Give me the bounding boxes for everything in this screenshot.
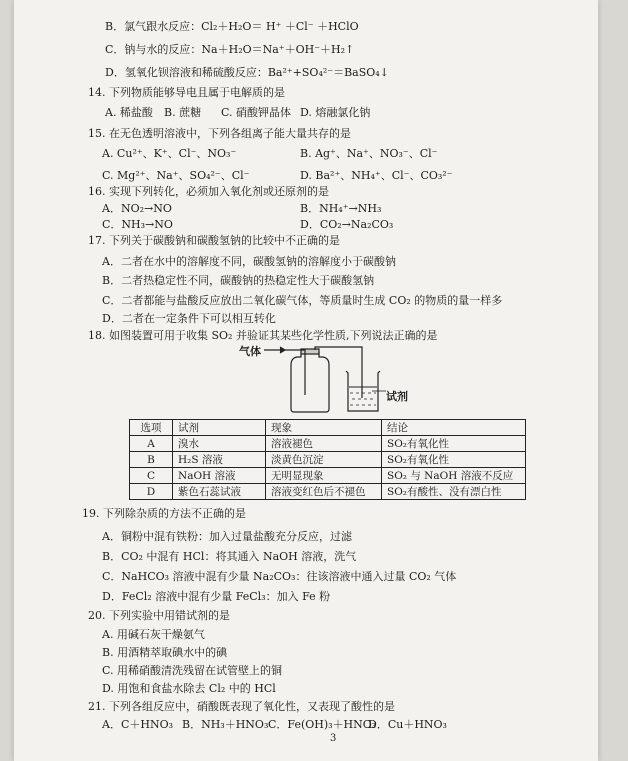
table-cell: C (130, 468, 173, 484)
q20-option-b: B. 用酒精萃取碘水中的碘 (102, 646, 228, 659)
page-number: 3 (330, 733, 337, 744)
q18-results-table (129, 419, 526, 500)
q16-stem: 16. 实现下列转化，必须加入氧化剂或还原剂的是 (88, 185, 329, 198)
table-cell: A (130, 436, 173, 452)
table-cell: 溴水 (173, 436, 266, 452)
q21-option-d: D．Cu＋HNO₃ (368, 718, 447, 731)
table-header-cell: 结论 (382, 420, 526, 436)
q13-option-b: B．氯气跟水反应：Cl₂＋H₂O＝ H⁺ ＋Cl⁻ ＋HClO (105, 20, 359, 33)
q21-stem: 21. 下列各组反应中，硝酸既表现了氧化性，又表现了酸性的是 (88, 700, 395, 713)
q19-option-c: C．NaHCO₃ 溶液中混有少量 Na₂CO₃：往该溶液中通入过量 CO₂ 气体 (102, 570, 457, 583)
q17-option-a: A．二者在水中的溶解度不同，碳酸氢钠的溶解度小于碳酸钠 (102, 255, 396, 268)
q20-option-c: C. 用稀硝酸清洗残留在试管壁上的铜 (102, 664, 283, 677)
table-header-cell: 试剂 (173, 420, 266, 436)
table-row (130, 436, 526, 452)
apparatus-diagram (264, 343, 389, 415)
table-cell: 紫色石蕊试液 (173, 484, 266, 500)
q17-option-d: D．二者在一定条件下可以相互转化 (102, 312, 276, 325)
table-cell: SO₂ 与 NaOH 溶液不反应 (382, 468, 526, 484)
table-cell: SO₂有酸性、没有漂白性 (382, 484, 526, 500)
q17-option-c: C．二者都能与盐酸反应放出二氧化碳气体，等质量时生成 CO₂ 的物质的量一样多 (102, 294, 503, 307)
table-header-cell: 现象 (266, 420, 382, 436)
table-cell: NaOH 溶液 (173, 468, 266, 484)
table-cell: 溶液褪色 (266, 436, 382, 452)
q14-option-a: A. 稀盐酸 (105, 106, 153, 119)
q19-stem: 19. 下列除杂质的方法不正确的是 (82, 507, 246, 520)
q21-option-c: C．Fe(OH)₃＋HNO₃ (268, 718, 377, 731)
table-row (130, 468, 526, 484)
table-cell: SO₂有氧化性 (382, 452, 526, 468)
q15-option-a: A. Cu²⁺、K⁺、Cl⁻、NO₃⁻ (102, 147, 237, 160)
table-cell: 溶液变红色后不褪色 (266, 484, 382, 500)
q14-option-c: C. 硝酸钾晶体 (221, 106, 292, 119)
table-cell: SO₂有氧化性 (382, 436, 526, 452)
q16-option-d: D．CO₂→Na₂CO₃ (300, 218, 394, 231)
q15-option-c: C. Mg²⁺、Na⁺、SO₄²⁻、Cl⁻ (102, 169, 250, 182)
table-cell: 淡黄色沉淀 (266, 452, 382, 468)
q20-option-d: D. 用饱和食盐水除去 Cl₂ 中的 HCl (102, 682, 276, 695)
q16-option-b: B．NH₄⁺→NH₃ (300, 202, 382, 215)
table-row (130, 452, 526, 468)
q20-stem: 20. 下列实验中用错试剂的是 (88, 609, 230, 622)
table-header-row (130, 420, 526, 436)
q15-option-b: B. Ag⁺、Na⁺、NO₃⁻、Cl⁻ (300, 147, 438, 160)
q15-stem: 15. 在无色透明溶液中，下列各组离子能大量共存的是 (88, 127, 351, 140)
q13-option-d: D．氢氧化钡溶液和稀硫酸反应：Ba²⁺+SO₄²⁻＝BaSO₄↓ (105, 66, 389, 79)
q16-option-c: C．NH₃→NO (102, 218, 173, 231)
gas-label: 气体 (239, 345, 261, 358)
q18-stem: 18. 如图装置可用于收集 SO₂ 并验证其某些化学性质,下列说法正确的是 (88, 329, 438, 342)
reagent-label: 试剂 (386, 390, 408, 403)
q14-stem: 14. 下列物质能够导电且属于电解质的是 (88, 86, 285, 99)
q17-stem: 17. 下列关于碳酸钠和碳酸氢钠的比较中不正确的是 (88, 234, 340, 247)
q19-option-d: D．FeCl₂ 溶液中混有少量 FeCl₃：加入 Fe 粉 (102, 590, 331, 603)
q13-option-c: C．钠与水的反应：Na＋H₂O＝Na⁺＋OH⁻＋H₂↑ (105, 43, 355, 56)
q17-option-b: B．二者热稳定性不同，碳酸钠的热稳定性大于碳酸氢钠 (102, 274, 375, 287)
table-cell: B (130, 452, 173, 468)
table-row (130, 484, 526, 500)
table-header-cell: 选项 (130, 420, 173, 436)
q15-option-d: D. Ba²⁺、NH₄⁺、Cl⁻、CO₃²⁻ (300, 169, 453, 182)
q21-option-b: B．NH₃＋HNO₃ (182, 718, 269, 731)
q16-option-a: A．NO₂→NO (102, 202, 172, 215)
q14-option-b: B. 蔗糖 (164, 106, 202, 119)
q21-option-a: A．C＋HNO₃ (102, 718, 174, 731)
table-cell: D (130, 484, 173, 500)
table-cell: H₂S 溶液 (173, 452, 266, 468)
exam-page (14, 0, 598, 761)
q14-option-d: D. 熔融氯化钠 (300, 106, 371, 119)
q19-option-a: A．铜粉中混有铁粉：加入过量盐酸充分反应，过滤 (102, 530, 352, 543)
q19-option-b: B．CO₂ 中混有 HCl：将其通入 NaOH 溶液，洗气 (102, 550, 357, 563)
table-cell: 无明显现象 (266, 468, 382, 484)
q20-option-a: A. 用碱石灰干燥氨气 (102, 628, 205, 641)
